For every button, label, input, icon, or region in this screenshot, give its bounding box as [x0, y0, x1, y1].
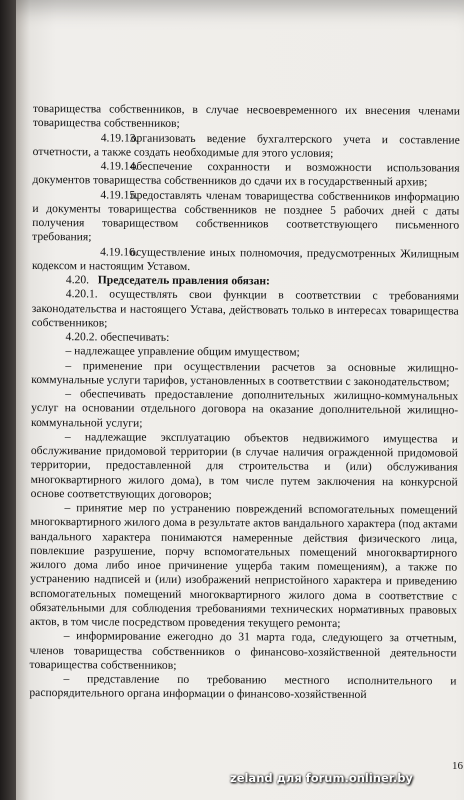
item-text: обеспечение сохранности и возможности использования документов товарищества собственников до сдачи их в государственный архив;: [32, 159, 460, 189]
page-number: 16: [452, 760, 463, 772]
item-number: 4.19.15.: [100, 187, 139, 202]
list-item: – обеспечивать предоставление дополнительных жилищно-коммунальных услуг на основании отдельного договора на оказание дополнительной жилищно-коммунальной услуги;: [31, 387, 459, 430]
document-page: [16, 0, 464, 800]
document-body: [29, 102, 460, 703]
item-4-19-15: [32, 187, 459, 247]
list-item: – применение при осуществлении расчетов за основные жилищно-коммунальные услуги тарифов, установленных в соответствии с законодательством;: [31, 358, 459, 389]
item-4-20-2: 4.20.2. обеспечивать:: [65, 330, 170, 344]
item-4-19-14: [32, 159, 459, 190]
item-4-19-16: [32, 244, 459, 275]
heading-number: 4.20.: [65, 273, 90, 287]
list-item: – представление по требованию местного исполнительного и распорядительного органа информации о финансово-хозяйственной: [29, 672, 457, 702]
item-text: предоставлять членам товарищества собственников информацию и документы товарищества собственников не позднее 5 рабочих дней с даты получения товариществом собственников соответствующего письменного требования;: [32, 188, 460, 244]
item-text: осуществление иных полномочия, предусмотренных Жилищным кодексом и настоящим Уставом.: [31, 245, 460, 273]
list-item: – надлежащие эксплуатацию объектов недвижимого имущества и обслуживание придомовой территории (в случае наличия огражденной придомовой территории, предоставленной для строительства и (или) обслуживания многоквартирного жилого дома), в том числе путем заключения на конкурсной основе соответствующих договоров;: [30, 429, 458, 501]
list-item: – принятие мер по устранению повреждений вспомогательных помещений многоквартирного жилого дома в результате актов вандального характера (под актами вандального характера понимаются намеренные действия физического лица, повлекшие разрушение, порчу вспомогательных помещений многоквартирного жилого дома либо иное причинение ущерба таким помещениям), а также по устранению надписей и (или) изображений непристойного характера и приведению вспомогательных помещений многоквартирного жилого дома в соответствие с обязательными для соблюдения требованиями технических нормативных правовых актов, в том числе посредством проведения текущего ремонта;: [29, 501, 458, 630]
item-number: 4.19.13.: [100, 130, 139, 145]
item-number: 4.19.16.: [100, 244, 138, 259]
heading-text: Председатель правления обязан:: [97, 273, 270, 288]
paragraph-continuation: товарищества собственников, в случае несвоевременного их внесения членами товарищества собственников;: [32, 102, 460, 131]
forum-watermark: zeland для forum.onliner.by: [230, 771, 413, 785]
item-4-19-13: [33, 130, 460, 161]
item-number: 4.19.14.: [100, 159, 139, 173]
item-4-20-1: 4.20.1. осуществлять свои функции в соответствии с требованиями законодательства и настоящего Устава, действовать только в интересах товарищества собственников;: [31, 287, 459, 330]
item-text: организовать ведение бухгалтерского учета и составление отчетности, а также создать необходимые для этого условия;: [32, 131, 460, 160]
list-item: – надлежащее управление общим имуществом;: [65, 344, 300, 359]
list-item: – информирование ежегодно до 31 марта года, следующего за отчетным, членов товарищества собственников о финансово-хозяйственной деятельности товарищества собственников;: [29, 629, 457, 672]
